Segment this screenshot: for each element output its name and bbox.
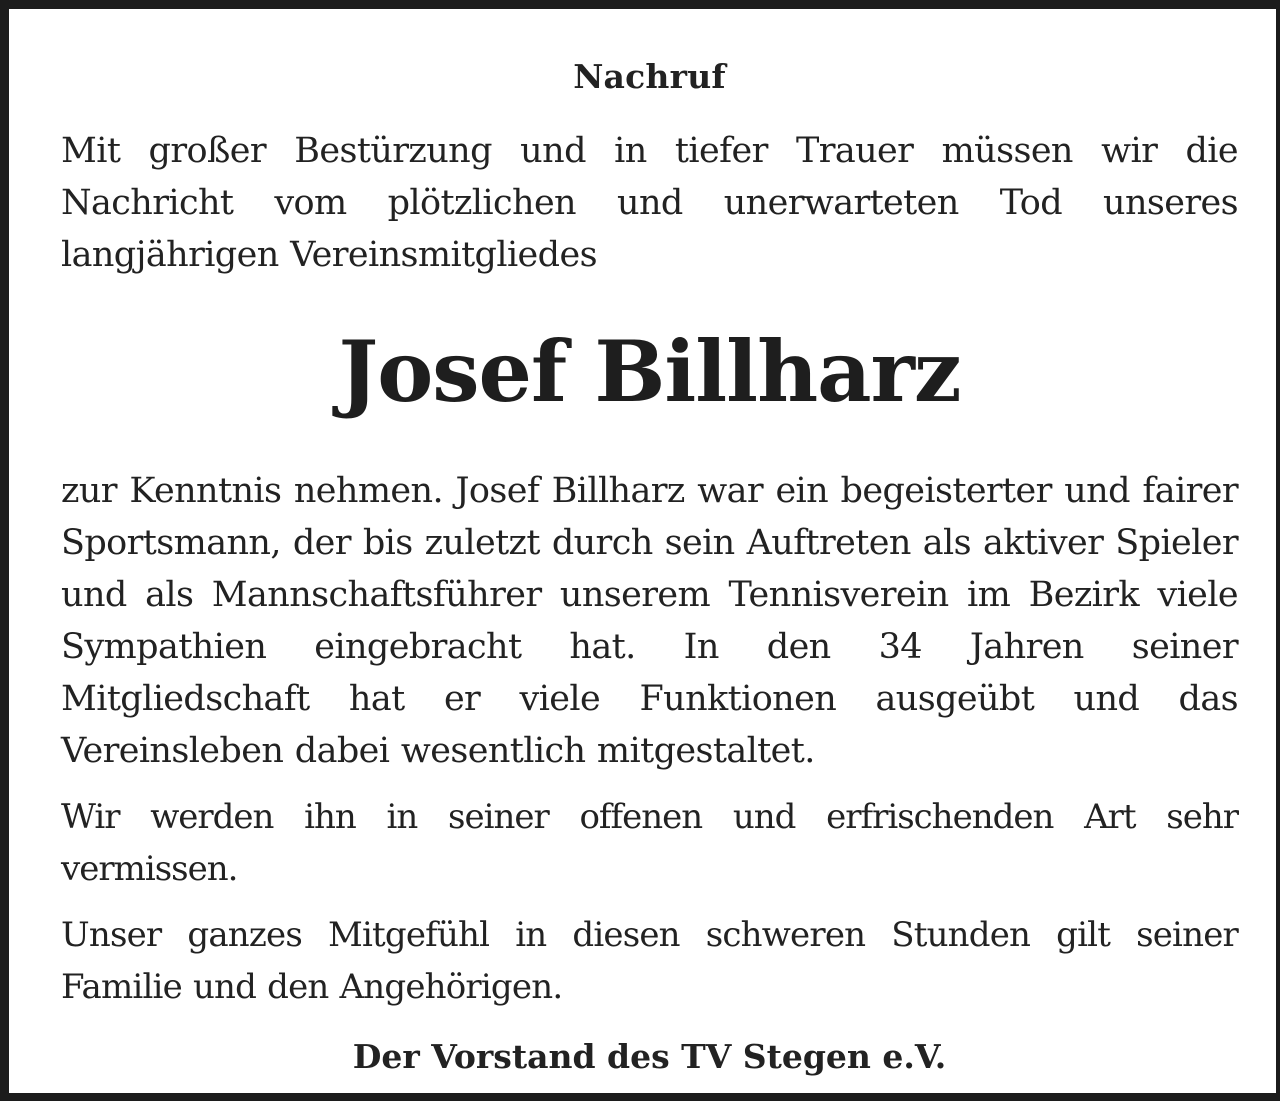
- body-paragraph-2: Wir werden ihn in seiner offenen und erfrischenden Art sehr vermissen.: [61, 797, 1238, 889]
- body-paragraph-3: Unser ganzes Mitgefühl in diesen schweren Stunden gilt seiner Familie und den Angehörigen.: [61, 915, 1238, 1007]
- body-paragraph-1: zur Kenntnis nehmen. Josef Billharz war ein begeisterter und fairer Sportsmann, der bis zuletzt durch sein Auftreten als aktiver Spieler und als Mannschaftsführer unserem Tennisverein im Bezirk viele Sympathien eingebracht hat. In den 34 Jahren seiner Mitgliedschaft hat er viele Funktionen ausgeübt und das Vereinsleben dabei wesentlich mitgestaltet.: [61, 471, 1238, 771]
- notice-heading: Nachruf: [573, 57, 726, 96]
- intro-paragraph: Mit großer Bestürzung und in tiefer Trauer müssen wir die Nachricht vom plötzlichen und unerwarteten Tod unseres langjährigen Vereinsmitgliedes: [61, 131, 1238, 275]
- obituary-content: [61, 55, 1238, 1079]
- signature: Der Vorstand des TV Stegen e.V.: [352, 1037, 947, 1076]
- deceased-name: Josef Billharz: [338, 322, 961, 421]
